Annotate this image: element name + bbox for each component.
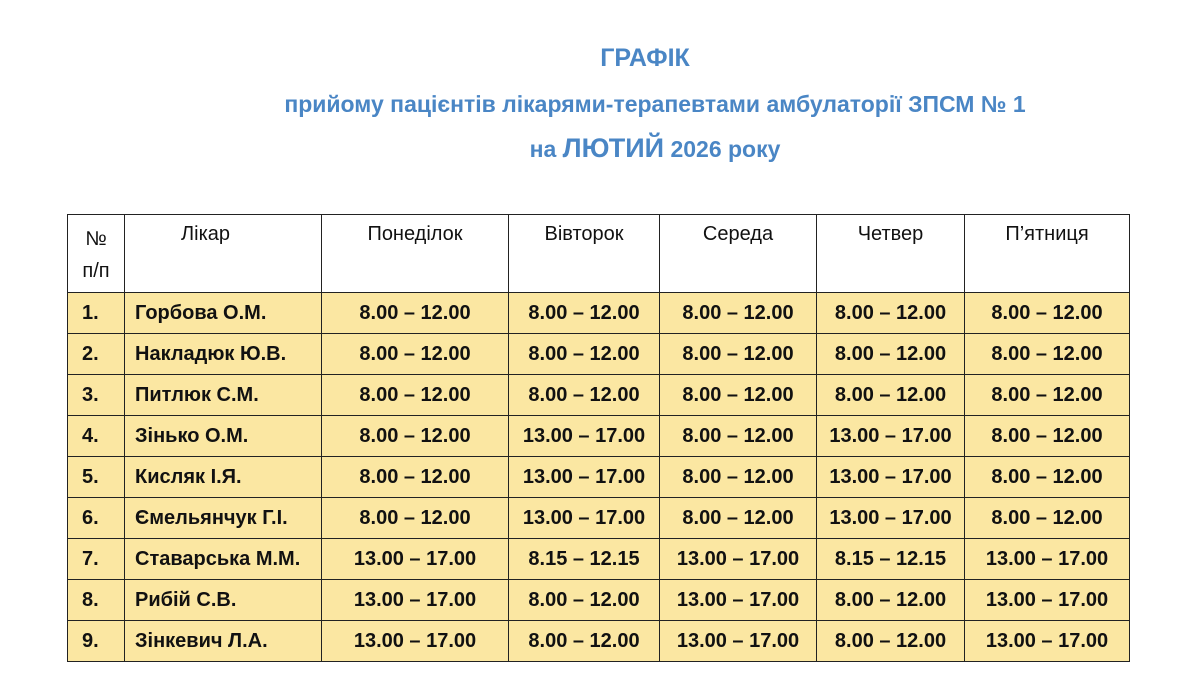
period-suffix: 2026 року: [664, 136, 781, 162]
monday-hours-cell: 8.00 – 12.00: [322, 375, 509, 416]
tuesday-hours-cell: 8.00 – 12.00: [509, 580, 660, 621]
thursday-hours-cell: 8.15 – 12.15: [817, 539, 965, 580]
col-header-number: [68, 215, 125, 293]
monday-hours-cell: 8.00 – 12.00: [322, 498, 509, 539]
row-number-cell: 3.: [68, 375, 125, 416]
row-number-cell: 8.: [68, 580, 125, 621]
doctor-name-cell: Кисляк І.Я.: [125, 457, 322, 498]
wednesday-hours-cell: 8.00 – 12.00: [660, 293, 817, 334]
doctor-name-cell: Зінкевич Л.А.: [125, 621, 322, 662]
monday-hours-cell: 8.00 – 12.00: [322, 334, 509, 375]
tuesday-hours-cell: 13.00 – 17.00: [509, 457, 660, 498]
tuesday-hours-cell: 13.00 – 17.00: [509, 498, 660, 539]
thursday-hours-cell: 13.00 – 17.00: [817, 498, 965, 539]
doctor-name-cell: Рибій С.В.: [125, 580, 322, 621]
thursday-hours-cell: 8.00 – 12.00: [817, 293, 965, 334]
table-row: [68, 457, 1130, 498]
col-header-friday: П’ятниця: [965, 215, 1130, 293]
schedule-body: [68, 293, 1130, 662]
table-row: [68, 539, 1130, 580]
tuesday-hours-cell: 8.00 – 12.00: [509, 621, 660, 662]
col-header-monday: Понеділок: [322, 215, 509, 293]
thursday-hours-cell: 13.00 – 17.00: [817, 457, 965, 498]
wednesday-hours-cell: 8.00 – 12.00: [660, 457, 817, 498]
col-header-number-line1: №: [85, 228, 107, 250]
thursday-hours-cell: 8.00 – 12.00: [817, 621, 965, 662]
friday-hours-cell: 8.00 – 12.00: [965, 457, 1130, 498]
doctor-name-cell: Ставарська М.М.: [125, 539, 322, 580]
table-row: [68, 293, 1130, 334]
tuesday-hours-cell: 13.00 – 17.00: [509, 416, 660, 457]
row-number-cell: 2.: [68, 334, 125, 375]
doctor-name-cell: Питлюк С.М.: [125, 375, 322, 416]
period-month: ЛЮТИЙ: [562, 133, 665, 163]
tuesday-hours-cell: 8.15 – 12.15: [509, 539, 660, 580]
wednesday-hours-cell: 13.00 – 17.00: [660, 539, 817, 580]
friday-hours-cell: 13.00 – 17.00: [965, 580, 1130, 621]
row-number-cell: 6.: [68, 498, 125, 539]
tuesday-hours-cell: 8.00 – 12.00: [509, 375, 660, 416]
doctor-name-cell: Накладюк Ю.В.: [125, 334, 322, 375]
schedule-table: [67, 214, 1130, 662]
tuesday-hours-cell: 8.00 – 12.00: [509, 334, 660, 375]
thursday-hours-cell: 8.00 – 12.00: [817, 334, 965, 375]
friday-hours-cell: 8.00 – 12.00: [965, 293, 1130, 334]
friday-hours-cell: 8.00 – 12.00: [965, 416, 1130, 457]
monday-hours-cell: 8.00 – 12.00: [322, 416, 509, 457]
friday-hours-cell: 8.00 – 12.00: [965, 334, 1130, 375]
col-header-wednesday: Середа: [660, 215, 817, 293]
friday-hours-cell: 8.00 – 12.00: [965, 498, 1130, 539]
row-number-cell: 4.: [68, 416, 125, 457]
doctor-name-cell: Зінько О.М.: [125, 416, 322, 457]
row-number-cell: 7.: [68, 539, 125, 580]
doctor-name-cell: Ємельянчук Г.І.: [125, 498, 322, 539]
monday-hours-cell: 13.00 – 17.00: [322, 580, 509, 621]
wednesday-hours-cell: 13.00 – 17.00: [660, 580, 817, 621]
row-number-cell: 5.: [68, 457, 125, 498]
table-row: [68, 621, 1130, 662]
col-header-doctor: Лікар: [125, 215, 322, 293]
period-prefix: на: [529, 136, 563, 162]
monday-hours-cell: 8.00 – 12.00: [322, 293, 509, 334]
friday-hours-cell: 13.00 – 17.00: [965, 621, 1130, 662]
table-row: [68, 498, 1130, 539]
thursday-hours-cell: 13.00 – 17.00: [817, 416, 965, 457]
row-number-cell: 1.: [68, 293, 125, 334]
page-title: ГРАФІК: [600, 44, 690, 72]
table-row: [68, 334, 1130, 375]
monday-hours-cell: 8.00 – 12.00: [322, 457, 509, 498]
wednesday-hours-cell: 8.00 – 12.00: [660, 375, 817, 416]
row-number-cell: 9.: [68, 621, 125, 662]
monday-hours-cell: 13.00 – 17.00: [322, 539, 509, 580]
wednesday-hours-cell: 13.00 – 17.00: [660, 621, 817, 662]
col-header-thursday: Четвер: [817, 215, 965, 293]
col-header-tuesday: Вівторок: [509, 215, 660, 293]
table-row: [68, 416, 1130, 457]
wednesday-hours-cell: 8.00 – 12.00: [660, 334, 817, 375]
thursday-hours-cell: 8.00 – 12.00: [817, 375, 965, 416]
wednesday-hours-cell: 8.00 – 12.00: [660, 416, 817, 457]
table-header-row: [68, 215, 1130, 293]
tuesday-hours-cell: 8.00 – 12.00: [509, 293, 660, 334]
page-subtitle: прийому пацієнтів лікарями-терапевтами амбулаторії ЗПСМ № 1: [284, 91, 1026, 117]
thursday-hours-cell: 8.00 – 12.00: [817, 580, 965, 621]
monday-hours-cell: 13.00 – 17.00: [322, 621, 509, 662]
wednesday-hours-cell: 8.00 – 12.00: [660, 498, 817, 539]
schedule-title-block: [0, 38, 1200, 170]
col-header-number-line2: п/п: [82, 260, 110, 282]
friday-hours-cell: 13.00 – 17.00: [965, 539, 1130, 580]
table-row: [68, 580, 1130, 621]
doctor-name-cell: Горбова О.М.: [125, 293, 322, 334]
friday-hours-cell: 8.00 – 12.00: [965, 375, 1130, 416]
table-row: [68, 375, 1130, 416]
period-line: [110, 126, 1200, 170]
